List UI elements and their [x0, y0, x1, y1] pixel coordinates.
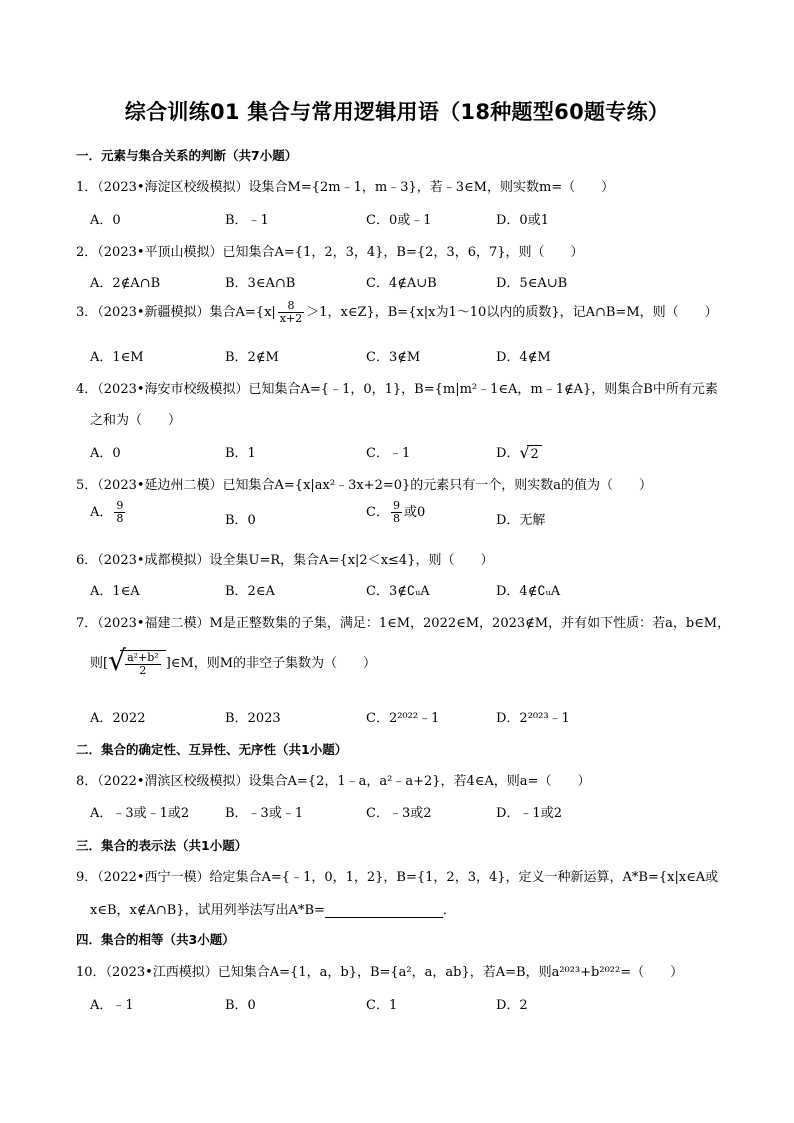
question-8-stem: 8．（2022•渭滨区校级模拟）设集合A={2，1﹣a，a²﹣a+2}，若4∈A，则a=（ ） — [76, 774, 591, 789]
question-9-stem-continued — [90, 899, 456, 918]
q4-option-d-label: D． — [496, 446, 520, 461]
q7-fraction-numerator: a²+b² — [127, 651, 159, 664]
q4-option-c: C．﹣1 — [366, 446, 411, 461]
q9-cont-text: x∈B，x∉A∩B}，试用列举法写出A*B= — [90, 903, 325, 918]
q3-fraction — [278, 300, 304, 325]
q5-option-c-fraction — [391, 500, 402, 525]
q6-option-a: A．1∈A — [90, 584, 140, 599]
section-heading-4: 四．集合的相等（共3小题） — [76, 932, 235, 947]
q5-option-c — [366, 500, 425, 525]
section-heading-3: 三．集合的表示法（共1小题） — [76, 838, 248, 853]
q4-sqrt-radicand: 2 — [527, 445, 541, 462]
q6-option-d: D．4∉∁ᵤA — [496, 584, 561, 599]
q7-sqrt — [108, 644, 166, 677]
q2-option-b: B．3∈A∩B — [225, 276, 296, 291]
q8-option-a: A．﹣3或﹣1或2 — [90, 806, 190, 821]
q10-option-b: B．0 — [225, 998, 256, 1013]
q7-fraction-denominator: 2 — [139, 664, 147, 677]
q6-option-b: B．2∈A — [225, 584, 275, 599]
q4-option-b: B．1 — [225, 446, 256, 461]
q1-option-a: A．0 — [90, 213, 121, 228]
q3-fraction-denominator: x+2 — [279, 312, 303, 325]
q7-option-b: B．2023 — [225, 711, 281, 726]
q5-option-a-fraction — [114, 500, 125, 525]
q7-option-d: D．2²⁰²³﹣1 — [496, 711, 570, 726]
q10-option-c: C．1 — [366, 998, 398, 1013]
q4-sqrt — [519, 445, 541, 462]
q7-option-a: A．2022 — [90, 711, 146, 726]
q5-option-d: D．无解 — [496, 513, 546, 528]
q3-option-d: D．4∉M — [496, 350, 551, 365]
q8-option-d: D．﹣1或2 — [496, 806, 562, 821]
page-title: 综合训练01 集合与常用逻辑用语（18种题型60题专练） — [124, 100, 670, 124]
q7-cont-end: ]∈M，则M的非空子集数为（ ） — [165, 656, 377, 671]
question-7-stem: 7．（2023•福建二模）M是正整数集的子集，满足：1∈M，2022∈M，2023∉M，并有如下性质：若a，b∈M， — [76, 616, 731, 631]
q2-option-c: C．4∉A∪B — [366, 276, 437, 291]
q3-option-a: A．1∈M — [90, 350, 144, 365]
q9-cont-end: ． — [442, 903, 456, 918]
q3-stem-end: ＞1，x∈Z}，B={x|x为1～10以内的质数}，记A∩B=M，则（ ） — [306, 305, 718, 320]
question-10-stem: 10．（2023•江西模拟）已知集合A={1，a，b}，B={a²，a，ab}，若A=B，则a²⁰²³+b²⁰²²=（ ） — [76, 965, 684, 980]
q5-option-c-tail: 或0 — [403, 505, 426, 520]
q5-option-b: B．0 — [225, 513, 256, 528]
q4-option-a: A．0 — [90, 446, 121, 461]
q1-option-c: C．0或﹣1 — [366, 213, 432, 228]
q1-option-b: B．﹣1 — [225, 213, 269, 228]
q3-option-b: B．2∉M — [225, 350, 279, 365]
question-4-stem-continued: 之和为（ ） — [90, 413, 182, 428]
question-4-stem: 4．（2023•海安市校级模拟）已知集合A={﹣1，0，1}，B={m|m²﹣1∈A，m﹣1∉A}，则集合B中所有元素 — [76, 382, 718, 397]
section-heading-2: 二．集合的确定性、互异性、无序性（共1小题） — [76, 742, 348, 757]
q4-option-d — [496, 442, 542, 462]
q8-option-b: B．﹣3或﹣1 — [225, 806, 304, 821]
q2-option-d: D．5∈A∪B — [496, 276, 568, 291]
sqrt-symbol: √ — [108, 644, 126, 677]
q10-option-a: A．﹣1 — [90, 998, 134, 1013]
q5-c-denominator: 8 — [392, 512, 400, 525]
q3-option-c: C．3∉M — [366, 350, 421, 365]
question-2-stem: 2．（2023•平顶山模拟）已知集合A={1，2，3，4}，B={2，3，6，7}，则（ ） — [76, 245, 584, 260]
question-6-stem: 6．（2023•成都模拟）设全集U=R，集合A={x|2＜x≤4}，则（ ） — [76, 553, 494, 568]
q5-option-c-label: C． — [366, 505, 389, 520]
q10-option-d: D．2 — [496, 998, 528, 1013]
question-7-stem-continued — [90, 644, 377, 677]
q3-stem-start: 3．（2023•新疆模拟）集合A={x| — [76, 305, 276, 320]
sqrt-symbol: √ — [519, 443, 530, 462]
answer-blank — [325, 905, 443, 918]
q8-option-c: C．﹣3或2 — [366, 806, 432, 821]
q6-option-c: C．3∉∁ᵤA — [366, 584, 430, 599]
q3-fraction-numerator: 8 — [278, 300, 304, 313]
q7-sqrt-radicand — [120, 650, 166, 677]
q2-option-a: A．2∉A∩B — [90, 276, 161, 291]
q5-a-numerator: 9 — [116, 499, 124, 512]
q1-option-d: D．0或1 — [496, 213, 549, 228]
q5-option-a — [90, 500, 127, 525]
q5-c-numerator: 9 — [392, 499, 400, 512]
q7-fraction — [125, 652, 161, 677]
q7-cont-start: 则[ — [90, 656, 109, 671]
question-9-stem: 9．（2022•西宁一模）给定集合A={﹣1，0，1，2}，B={1，2，3，4}，定义一种新运算，A*B={x|x∈A或 — [76, 870, 719, 885]
q7-option-c: C．2²⁰²²﹣1 — [366, 711, 440, 726]
section-heading-1: 一．元素与集合关系的判断（共7小题） — [76, 148, 298, 163]
question-5-stem: 5．（2023•延边州二模）已知集合A={x|ax²﹣3x+2=0}的元素只有一个，则实数a的值为（ ） — [76, 478, 653, 493]
question-1-stem: 1．（2023•海淀区校级模拟）设集合M={2m﹣1，m﹣3}，若﹣3∈M，则实数m=（ ） — [76, 180, 615, 195]
q5-a-denominator: 8 — [116, 512, 124, 525]
q5-option-a-label: A． — [90, 505, 113, 520]
question-3-stem — [76, 300, 718, 325]
